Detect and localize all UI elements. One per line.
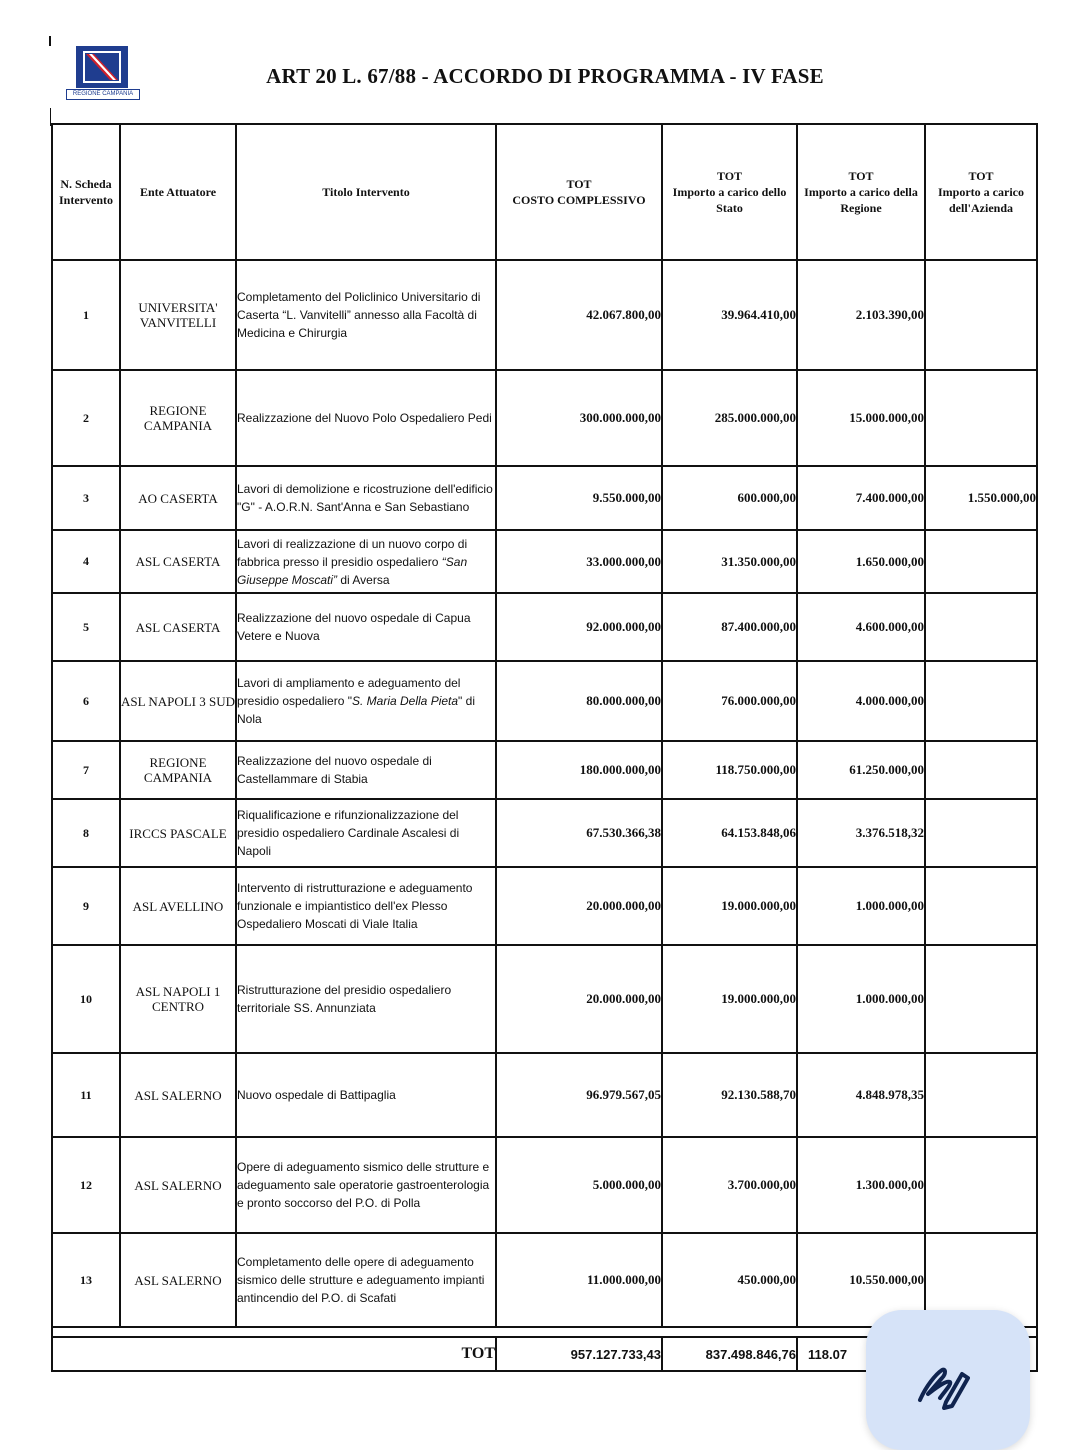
importo-regione: 1.000.000,00 [797, 867, 925, 945]
ente-attuatore: ASL SALERNO [120, 1137, 236, 1233]
table-row [52, 661, 1037, 741]
costo-complessivo: 20.000.000,00 [496, 945, 662, 1053]
scheda-number: 4 [52, 530, 120, 593]
scheda-number: 10 [52, 945, 120, 1053]
costo-complessivo: 42.067.800,00 [496, 260, 662, 370]
importo-regione: 15.000.000,00 [797, 370, 925, 466]
costo-complessivo: 300.000.000,00 [496, 370, 662, 466]
importo-azienda [925, 370, 1037, 466]
col-header-stato: TOT Importo a carico dello Stato [662, 124, 797, 260]
logo-caption: REGIONE CAMPANIA [66, 89, 140, 100]
scheda-number: 9 [52, 867, 120, 945]
ente-attuatore: ASL CASERTA [120, 593, 236, 661]
importo-azienda [925, 799, 1037, 867]
table-row [52, 867, 1037, 945]
costo-complessivo: 80.000.000,00 [496, 661, 662, 741]
importo-regione: 7.400.000,00 [797, 466, 925, 530]
importo-azienda [925, 1053, 1037, 1137]
scheda-number: 12 [52, 1137, 120, 1233]
costo-complessivo: 67.530.366,38 [496, 799, 662, 867]
costo-complessivo: 96.979.567,05 [496, 1053, 662, 1137]
importo-stato: 39.964.410,00 [662, 260, 797, 370]
importo-regione: 61.250.000,00 [797, 741, 925, 799]
titolo-intervento: Completamento del Policlinico Universitario di Caserta “L. Vanvitelli” annesso alla Facoltà di Medicina e Chirurgia [236, 260, 496, 370]
ente-attuatore: ASL NAPOLI 1 CENTRO [120, 945, 236, 1053]
header-row [52, 124, 1037, 260]
titolo-intervento: Lavori di ampliamento e adeguamento del presidio ospedaliero "S. Maria Della Pieta" di Nola [236, 661, 496, 741]
ente-attuatore: ASL SALERNO [120, 1233, 236, 1327]
table-row [52, 799, 1037, 867]
titolo-intervento: Lavori di demolizione e ricostruzione dell'edificio "G" - A.O.R.N. Sant'Anna e San Sebastiano [236, 466, 496, 530]
regione-campania-logo [66, 46, 138, 100]
col-header-costo: TOT COSTO COMPLESSIVO [496, 124, 662, 260]
col-header-titolo: Titolo Intervento [236, 124, 496, 260]
costo-complessivo: 92.000.000,00 [496, 593, 662, 661]
scheda-number: 3 [52, 466, 120, 530]
ente-attuatore: IRCCS PASCALE [120, 799, 236, 867]
programma-table [51, 123, 1038, 1372]
table-row [52, 945, 1037, 1053]
ente-attuatore: REGIONE CAMPANIA [120, 370, 236, 466]
importo-stato: 285.000.000,00 [662, 370, 797, 466]
edit-pen-icon [916, 1360, 970, 1415]
importo-azienda: 1.550.000,00 [925, 466, 1037, 530]
costo-complessivo: 9.550.000,00 [496, 466, 662, 530]
table-row [52, 370, 1037, 466]
importo-regione: 4.848.978,35 [797, 1053, 925, 1137]
titolo-intervento: Realizzazione del nuovo ospedale di Capua Vetere e Nuova [236, 593, 496, 661]
margin-mark [49, 36, 51, 46]
importo-regione: 1.300.000,00 [797, 1137, 925, 1233]
ente-attuatore: REGIONE CAMPANIA [120, 741, 236, 799]
col-header-azienda: TOT Importo a carico dell'Azienda [925, 124, 1037, 260]
importo-stato: 76.000.000,00 [662, 661, 797, 741]
titolo-intervento: Ristrutturazione del presidio ospedaliero territoriale SS. Annunziata [236, 945, 496, 1053]
titolo-intervento: Realizzazione del Nuovo Polo Ospedaliero Pedi [236, 370, 496, 466]
col-header-ente: Ente Attuatore [120, 124, 236, 260]
ente-attuatore: ASL NAPOLI 3 SUD [120, 661, 236, 741]
titolo-intervento: Realizzazione del nuovo ospedale di Castellammare di Stabia [236, 741, 496, 799]
importo-stato: 31.350.000,00 [662, 530, 797, 593]
table-row [52, 1053, 1037, 1137]
importo-stato: 92.130.588,70 [662, 1053, 797, 1137]
table-row [52, 260, 1037, 370]
total-label: TOT [52, 1337, 496, 1371]
col-header-regione: TOT Importo a carico della Regione [797, 124, 925, 260]
total-stato: 837.498.846,76 [662, 1337, 797, 1371]
table-row [52, 530, 1037, 593]
scheda-number: 11 [52, 1053, 120, 1137]
importo-regione: 1.000.000,00 [797, 945, 925, 1053]
ente-attuatore: ASL SALERNO [120, 1053, 236, 1137]
importo-stato: 87.400.000,00 [662, 593, 797, 661]
titolo-intervento: Completamento delle opere di adeguamento sismico delle strutture e adeguamento impianti antincendio del P.O. di Scafati [236, 1233, 496, 1327]
ente-attuatore: ASL AVELLINO [120, 867, 236, 945]
importo-stato: 3.700.000,00 [662, 1137, 797, 1233]
costo-complessivo: 20.000.000,00 [496, 867, 662, 945]
scheda-number: 6 [52, 661, 120, 741]
total-costo: 957.127.733,43 [496, 1337, 662, 1371]
titolo-intervento: Lavori di realizzazione di un nuovo corpo di fabbrica presso il presidio ospedaliero “San Giuseppe Moscati” di Aversa [236, 530, 496, 593]
scheda-number: 8 [52, 799, 120, 867]
importo-stato: 19.000.000,00 [662, 867, 797, 945]
importo-regione: 4.000.000,00 [797, 661, 925, 741]
importo-stato: 19.000.000,00 [662, 945, 797, 1053]
total-regione: 118.07 [797, 1337, 925, 1371]
costo-complessivo: 11.000.000,00 [496, 1233, 662, 1327]
table-row [52, 741, 1037, 799]
scheda-number: 7 [52, 741, 120, 799]
titolo-intervento: Nuovo ospedale di Battipaglia [236, 1053, 496, 1137]
ente-attuatore: AO CASERTA [120, 466, 236, 530]
document-title: ART 20 L. 67/88 - ACCORDO DI PROGRAMMA - IV FASE [266, 64, 824, 88]
importo-regione: 4.600.000,00 [797, 593, 925, 661]
logo-emblem [76, 46, 128, 88]
importo-azienda [925, 741, 1037, 799]
ente-attuatore: UNIVERSITA' VANVITELLI [120, 260, 236, 370]
importo-stato: 118.750.000,00 [662, 741, 797, 799]
importo-azienda [925, 661, 1037, 741]
costo-complessivo: 180.000.000,00 [496, 741, 662, 799]
scheda-number: 13 [52, 1233, 120, 1327]
table-row [52, 1137, 1037, 1233]
scheda-number: 2 [52, 370, 120, 466]
importo-stato: 600.000,00 [662, 466, 797, 530]
costo-complessivo: 33.000.000,00 [496, 530, 662, 593]
importo-stato: 64.153.848,06 [662, 799, 797, 867]
scheda-number: 1 [52, 260, 120, 370]
titolo-intervento: Opere di adeguamento sismico delle strutture e adeguamento sale operatorie gastroenterologia e pronto soccorso del P.O. di Polla [236, 1137, 496, 1233]
titolo-intervento: Intervento di ristrutturazione e adeguamento funzionale e impiantistico dell'ex Plesso Ospedaliero Moscati di Viale Italia [236, 867, 496, 945]
scheda-number: 5 [52, 593, 120, 661]
importo-azienda [925, 260, 1037, 370]
importo-regione: 3.376.518,32 [797, 799, 925, 867]
importo-azienda [925, 593, 1037, 661]
importo-azienda [925, 945, 1037, 1053]
importo-azienda [925, 867, 1037, 945]
titolo-intervento: Riqualificazione e rifunzionalizzazione del presidio ospedaliero Cardinale Ascalesi di Napoli [236, 799, 496, 867]
importo-azienda [925, 530, 1037, 593]
edit-fab-button[interactable] [866, 1310, 1030, 1450]
costo-complessivo: 5.000.000,00 [496, 1137, 662, 1233]
importo-stato: 450.000,00 [662, 1233, 797, 1327]
importo-regione: 2.103.390,00 [797, 260, 925, 370]
importo-regione: 1.650.000,00 [797, 530, 925, 593]
table-row [52, 593, 1037, 661]
table-row [52, 466, 1037, 530]
importo-regione: 10.550.000,00 [797, 1233, 925, 1327]
importo-azienda [925, 1137, 1037, 1233]
ente-attuatore: ASL CASERTA [120, 530, 236, 593]
col-header-scheda: N. Scheda Intervento [52, 124, 120, 260]
